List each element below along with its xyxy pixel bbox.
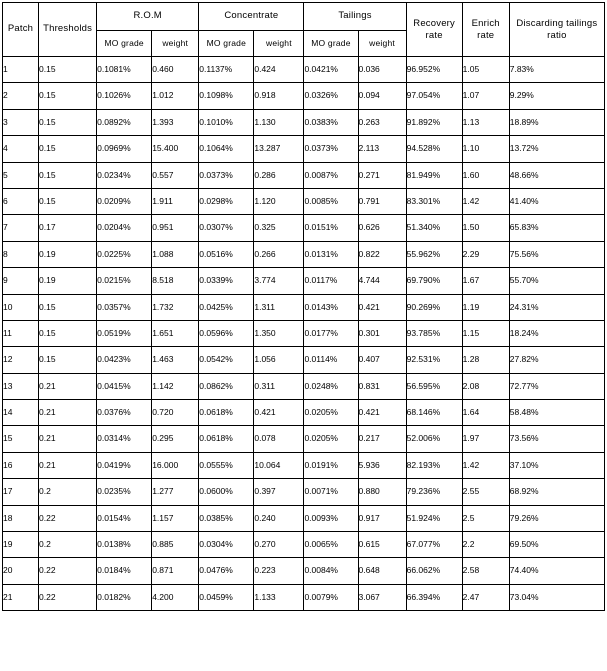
- cell-concentrate-weight: 1.130: [254, 109, 304, 135]
- cell-enrich-rate: 1.97: [462, 426, 509, 452]
- cell-rom-weight: 1.088: [152, 241, 199, 267]
- cell-rom-weight: 0.460: [152, 57, 199, 83]
- table-row: [3, 558, 605, 584]
- cell-discarding-tailings-ratio: 9.29%: [509, 83, 604, 109]
- cell-recovery-rate: 93.785%: [406, 320, 462, 346]
- table-row: [3, 188, 605, 214]
- cell-rom-weight: 0.295: [152, 426, 199, 452]
- cell-discarding-tailings-ratio: 7.83%: [509, 57, 604, 83]
- cell-thresholds: 0.15: [39, 347, 97, 373]
- cell-rom-weight: 0.557: [152, 162, 199, 188]
- cell-thresholds: 0.17: [39, 215, 97, 241]
- cell-rom-grade: 0.0225%: [97, 241, 152, 267]
- cell-recovery-rate: 67.077%: [406, 532, 462, 558]
- cell-concentrate-weight: 0.223: [254, 558, 304, 584]
- cell-concentrate-grade: 0.0862%: [199, 373, 254, 399]
- cell-concentrate-weight: 1.133: [254, 584, 304, 610]
- table-row: [3, 83, 605, 109]
- cell-enrich-rate: 1.60: [462, 162, 509, 188]
- cell-concentrate-weight: 1.350: [254, 320, 304, 346]
- cell-tailings-grade: 0.0079%: [304, 584, 358, 610]
- cell-discarding-tailings-ratio: 68.92%: [509, 479, 604, 505]
- cell-discarding-tailings-ratio: 58.48%: [509, 400, 604, 426]
- cell-recovery-rate: 91.892%: [406, 109, 462, 135]
- cell-thresholds: 0.15: [39, 294, 97, 320]
- cell-concentrate-grade: 0.0304%: [199, 532, 254, 558]
- cell-tailings-grade: 0.0383%: [304, 109, 358, 135]
- cell-tailings-weight: 5.936: [358, 452, 406, 478]
- table-row: [3, 426, 605, 452]
- cell-enrich-rate: 2.5: [462, 505, 509, 531]
- table-row: [3, 57, 605, 83]
- cell-concentrate-grade: 0.1010%: [199, 109, 254, 135]
- cell-tailings-grade: 0.0117%: [304, 268, 358, 294]
- cell-enrich-rate: 2.55: [462, 479, 509, 505]
- cell-rom-grade: 0.0138%: [97, 532, 152, 558]
- column-header-enrich-rate: Enrich rate: [462, 3, 509, 57]
- cell-patch: 5: [3, 162, 39, 188]
- cell-recovery-rate: 66.394%: [406, 584, 462, 610]
- cell-patch: 13: [3, 373, 39, 399]
- cell-concentrate-grade: 0.0555%: [199, 452, 254, 478]
- cell-patch: 4: [3, 136, 39, 162]
- cell-tailings-grade: 0.0071%: [304, 479, 358, 505]
- cell-rom-grade: 0.0892%: [97, 109, 152, 135]
- cell-tailings-grade: 0.0373%: [304, 136, 358, 162]
- cell-thresholds: 0.22: [39, 505, 97, 531]
- cell-concentrate-weight: 0.325: [254, 215, 304, 241]
- cell-rom-weight: 0.885: [152, 532, 199, 558]
- cell-recovery-rate: 66.062%: [406, 558, 462, 584]
- cell-concentrate-grade: 0.0339%: [199, 268, 254, 294]
- cell-concentrate-weight: 0.424: [254, 57, 304, 83]
- cell-patch: 12: [3, 347, 39, 373]
- cell-thresholds: 0.21: [39, 400, 97, 426]
- cell-discarding-tailings-ratio: 65.83%: [509, 215, 604, 241]
- cell-tailings-weight: 2.113: [358, 136, 406, 162]
- cell-discarding-tailings-ratio: 72.77%: [509, 373, 604, 399]
- cell-recovery-rate: 82.193%: [406, 452, 462, 478]
- cell-concentrate-weight: 1.311: [254, 294, 304, 320]
- cell-tailings-grade: 0.0085%: [304, 188, 358, 214]
- table-row: [3, 294, 605, 320]
- cell-patch: 1: [3, 57, 39, 83]
- cell-concentrate-weight: 0.311: [254, 373, 304, 399]
- cell-rom-weight: 1.157: [152, 505, 199, 531]
- cell-concentrate-grade: 0.0476%: [199, 558, 254, 584]
- column-header-patch: Patch: [3, 3, 39, 57]
- cell-enrich-rate: 2.47: [462, 584, 509, 610]
- cell-concentrate-weight: 0.240: [254, 505, 304, 531]
- table-row: [3, 215, 605, 241]
- cell-tailings-grade: 0.0065%: [304, 532, 358, 558]
- cell-recovery-rate: 83.301%: [406, 188, 462, 214]
- cell-rom-weight: 1.651: [152, 320, 199, 346]
- column-header-tailings-weight: weight: [358, 31, 406, 57]
- cell-concentrate-weight: 10.064: [254, 452, 304, 478]
- table-row: [3, 241, 605, 267]
- cell-rom-weight: 16.000: [152, 452, 199, 478]
- cell-concentrate-weight: 3.774: [254, 268, 304, 294]
- cell-discarding-tailings-ratio: 27.82%: [509, 347, 604, 373]
- cell-rom-grade: 0.0184%: [97, 558, 152, 584]
- cell-tailings-grade: 0.0421%: [304, 57, 358, 83]
- cell-tailings-weight: 0.094: [358, 83, 406, 109]
- cell-rom-weight: 0.951: [152, 215, 199, 241]
- cell-discarding-tailings-ratio: 37.10%: [509, 452, 604, 478]
- cell-discarding-tailings-ratio: 48.66%: [509, 162, 604, 188]
- cell-patch: 20: [3, 558, 39, 584]
- cell-rom-weight: 1.911: [152, 188, 199, 214]
- cell-rom-weight: 1.012: [152, 83, 199, 109]
- cell-concentrate-grade: 0.0516%: [199, 241, 254, 267]
- cell-tailings-grade: 0.0191%: [304, 452, 358, 478]
- column-group-header-tailings: Tailings: [304, 3, 406, 31]
- cell-rom-grade: 0.0423%: [97, 347, 152, 373]
- table-row: [3, 268, 605, 294]
- cell-concentrate-weight: 0.078: [254, 426, 304, 452]
- cell-tailings-weight: 0.421: [358, 294, 406, 320]
- cell-tailings-weight: 0.831: [358, 373, 406, 399]
- cell-tailings-grade: 0.0326%: [304, 83, 358, 109]
- cell-thresholds: 0.21: [39, 452, 97, 478]
- cell-patch: 2: [3, 83, 39, 109]
- cell-concentrate-grade: 0.0385%: [199, 505, 254, 531]
- cell-thresholds: 0.2: [39, 479, 97, 505]
- cell-thresholds: 0.21: [39, 373, 97, 399]
- cell-recovery-rate: 52.006%: [406, 426, 462, 452]
- cell-patch: 8: [3, 241, 39, 267]
- cell-discarding-tailings-ratio: 75.56%: [509, 241, 604, 267]
- cell-discarding-tailings-ratio: 18.89%: [509, 109, 604, 135]
- cell-tailings-weight: 0.217: [358, 426, 406, 452]
- cell-discarding-tailings-ratio: 13.72%: [509, 136, 604, 162]
- cell-thresholds: 0.15: [39, 57, 97, 83]
- cell-enrich-rate: 1.19: [462, 294, 509, 320]
- cell-tailings-grade: 0.0205%: [304, 426, 358, 452]
- cell-discarding-tailings-ratio: 73.04%: [509, 584, 604, 610]
- cell-concentrate-weight: 0.918: [254, 83, 304, 109]
- patch-results-table: [2, 2, 605, 611]
- cell-patch: 14: [3, 400, 39, 426]
- cell-patch: 6: [3, 188, 39, 214]
- cell-patch: 21: [3, 584, 39, 610]
- cell-discarding-tailings-ratio: 74.40%: [509, 558, 604, 584]
- cell-rom-weight: 0.720: [152, 400, 199, 426]
- cell-rom-grade: 0.0969%: [97, 136, 152, 162]
- cell-discarding-tailings-ratio: 79.26%: [509, 505, 604, 531]
- cell-enrich-rate: 1.50: [462, 215, 509, 241]
- table-row: [3, 320, 605, 346]
- cell-concentrate-grade: 0.0542%: [199, 347, 254, 373]
- cell-patch: 18: [3, 505, 39, 531]
- cell-tailings-grade: 0.0084%: [304, 558, 358, 584]
- cell-enrich-rate: 1.42: [462, 188, 509, 214]
- column-header-recovery-rate: Recovery rate: [406, 3, 462, 57]
- cell-concentrate-grade: 0.0307%: [199, 215, 254, 241]
- cell-tailings-weight: 0.421: [358, 400, 406, 426]
- cell-recovery-rate: 69.790%: [406, 268, 462, 294]
- cell-concentrate-grade: 0.1137%: [199, 57, 254, 83]
- cell-rom-grade: 0.0182%: [97, 584, 152, 610]
- cell-rom-grade: 0.1026%: [97, 83, 152, 109]
- cell-thresholds: 0.15: [39, 320, 97, 346]
- cell-discarding-tailings-ratio: 73.56%: [509, 426, 604, 452]
- cell-rom-grade: 0.1081%: [97, 57, 152, 83]
- cell-thresholds: 0.21: [39, 426, 97, 452]
- cell-tailings-weight: 0.271: [358, 162, 406, 188]
- cell-tailings-grade: 0.0114%: [304, 347, 358, 373]
- cell-tailings-weight: 0.648: [358, 558, 406, 584]
- cell-enrich-rate: 1.10: [462, 136, 509, 162]
- cell-patch: 3: [3, 109, 39, 135]
- cell-thresholds: 0.19: [39, 268, 97, 294]
- cell-tailings-weight: 0.407: [358, 347, 406, 373]
- cell-enrich-rate: 1.42: [462, 452, 509, 478]
- cell-tailings-weight: 0.036: [358, 57, 406, 83]
- column-header-concentrate-grade: MO grade: [199, 31, 254, 57]
- table-row: [3, 400, 605, 426]
- table-row: [3, 109, 605, 135]
- cell-concentrate-weight: 0.266: [254, 241, 304, 267]
- cell-concentrate-weight: 0.270: [254, 532, 304, 558]
- cell-tailings-grade: 0.0093%: [304, 505, 358, 531]
- cell-concentrate-weight: 0.286: [254, 162, 304, 188]
- cell-recovery-rate: 92.531%: [406, 347, 462, 373]
- cell-concentrate-grade: 0.1064%: [199, 136, 254, 162]
- cell-tailings-grade: 0.0151%: [304, 215, 358, 241]
- cell-tailings-weight: 0.880: [358, 479, 406, 505]
- cell-concentrate-weight: 13.287: [254, 136, 304, 162]
- cell-discarding-tailings-ratio: 41.40%: [509, 188, 604, 214]
- cell-recovery-rate: 94.528%: [406, 136, 462, 162]
- column-header-discarding-tailings-ratio: Discarding tailings ratio: [509, 3, 604, 57]
- cell-concentrate-weight: 0.421: [254, 400, 304, 426]
- cell-tailings-weight: 0.791: [358, 188, 406, 214]
- cell-rom-grade: 0.0357%: [97, 294, 152, 320]
- cell-patch: 19: [3, 532, 39, 558]
- header-row-groups: [3, 3, 605, 31]
- cell-tailings-weight: 3.067: [358, 584, 406, 610]
- cell-rom-weight: 1.732: [152, 294, 199, 320]
- table-row: [3, 532, 605, 558]
- cell-enrich-rate: 1.13: [462, 109, 509, 135]
- cell-enrich-rate: 2.58: [462, 558, 509, 584]
- cell-recovery-rate: 51.924%: [406, 505, 462, 531]
- table-row: [3, 373, 605, 399]
- cell-concentrate-grade: 0.0298%: [199, 188, 254, 214]
- cell-thresholds: 0.15: [39, 162, 97, 188]
- table-row: [3, 479, 605, 505]
- cell-patch: 11: [3, 320, 39, 346]
- cell-tailings-weight: 0.917: [358, 505, 406, 531]
- cell-tailings-grade: 0.0205%: [304, 400, 358, 426]
- cell-concentrate-grade: 0.0425%: [199, 294, 254, 320]
- cell-patch: 15: [3, 426, 39, 452]
- column-group-header-concentrate: Concentrate: [199, 3, 304, 31]
- cell-enrich-rate: 2.08: [462, 373, 509, 399]
- cell-patch: 16: [3, 452, 39, 478]
- cell-rom-grade: 0.0519%: [97, 320, 152, 346]
- cell-rom-grade: 0.0419%: [97, 452, 152, 478]
- cell-rom-weight: 15.400: [152, 136, 199, 162]
- cell-tailings-grade: 0.0087%: [304, 162, 358, 188]
- cell-rom-weight: 1.393: [152, 109, 199, 135]
- cell-rom-weight: 0.871: [152, 558, 199, 584]
- cell-tailings-weight: 0.626: [358, 215, 406, 241]
- cell-thresholds: 0.22: [39, 558, 97, 584]
- table-row: [3, 347, 605, 373]
- cell-rom-grade: 0.0376%: [97, 400, 152, 426]
- cell-recovery-rate: 97.054%: [406, 83, 462, 109]
- column-group-header-rom: R.O.M: [97, 3, 199, 31]
- cell-concentrate-weight: 0.397: [254, 479, 304, 505]
- cell-tailings-weight: 0.822: [358, 241, 406, 267]
- cell-enrich-rate: 1.07: [462, 83, 509, 109]
- cell-tailings-grade: 0.0143%: [304, 294, 358, 320]
- cell-tailings-weight: 0.263: [358, 109, 406, 135]
- cell-recovery-rate: 90.269%: [406, 294, 462, 320]
- cell-concentrate-weight: 1.056: [254, 347, 304, 373]
- cell-recovery-rate: 68.146%: [406, 400, 462, 426]
- cell-discarding-tailings-ratio: 24.31%: [509, 294, 604, 320]
- cell-concentrate-grade: 0.0373%: [199, 162, 254, 188]
- cell-discarding-tailings-ratio: 18.24%: [509, 320, 604, 346]
- column-header-concentrate-weight: weight: [254, 31, 304, 57]
- cell-rom-weight: 1.463: [152, 347, 199, 373]
- cell-recovery-rate: 96.952%: [406, 57, 462, 83]
- cell-enrich-rate: 1.28: [462, 347, 509, 373]
- cell-rom-grade: 0.0415%: [97, 373, 152, 399]
- cell-tailings-grade: 0.0131%: [304, 241, 358, 267]
- results-table-sheet: [0, 2, 607, 671]
- cell-concentrate-weight: 1.120: [254, 188, 304, 214]
- column-header-rom-grade: MO grade: [97, 31, 152, 57]
- table-header: [3, 3, 605, 57]
- cell-recovery-rate: 55.962%: [406, 241, 462, 267]
- cell-thresholds: 0.2: [39, 532, 97, 558]
- cell-discarding-tailings-ratio: 55.70%: [509, 268, 604, 294]
- cell-concentrate-grade: 0.0596%: [199, 320, 254, 346]
- cell-rom-weight: 8.518: [152, 268, 199, 294]
- cell-enrich-rate: 1.05: [462, 57, 509, 83]
- cell-enrich-rate: 2.29: [462, 241, 509, 267]
- cell-patch: 17: [3, 479, 39, 505]
- cell-enrich-rate: 1.67: [462, 268, 509, 294]
- table-row: [3, 136, 605, 162]
- cell-concentrate-grade: 0.0600%: [199, 479, 254, 505]
- cell-recovery-rate: 81.949%: [406, 162, 462, 188]
- cell-enrich-rate: 1.15: [462, 320, 509, 346]
- cell-rom-grade: 0.0314%: [97, 426, 152, 452]
- cell-tailings-weight: 0.301: [358, 320, 406, 346]
- cell-rom-grade: 0.0215%: [97, 268, 152, 294]
- cell-tailings-grade: 0.0248%: [304, 373, 358, 399]
- column-header-tailings-grade: MO grade: [304, 31, 358, 57]
- cell-rom-grade: 0.0234%: [97, 162, 152, 188]
- cell-recovery-rate: 79.236%: [406, 479, 462, 505]
- cell-rom-weight: 1.277: [152, 479, 199, 505]
- column-header-thresholds: Thresholds: [39, 3, 97, 57]
- cell-rom-grade: 0.0154%: [97, 505, 152, 531]
- cell-concentrate-grade: 0.0618%: [199, 400, 254, 426]
- table-row: [3, 452, 605, 478]
- table-row: [3, 584, 605, 610]
- table-row: [3, 505, 605, 531]
- cell-rom-weight: 4.200: [152, 584, 199, 610]
- cell-tailings-weight: 0.615: [358, 532, 406, 558]
- cell-patch: 9: [3, 268, 39, 294]
- cell-thresholds: 0.22: [39, 584, 97, 610]
- table-body: [3, 57, 605, 611]
- cell-discarding-tailings-ratio: 69.50%: [509, 532, 604, 558]
- cell-patch: 10: [3, 294, 39, 320]
- cell-thresholds: 0.15: [39, 83, 97, 109]
- cell-concentrate-grade: 0.0459%: [199, 584, 254, 610]
- cell-enrich-rate: 2.2: [462, 532, 509, 558]
- cell-recovery-rate: 56.595%: [406, 373, 462, 399]
- cell-thresholds: 0.15: [39, 188, 97, 214]
- cell-thresholds: 0.15: [39, 136, 97, 162]
- cell-concentrate-grade: 0.1098%: [199, 83, 254, 109]
- cell-enrich-rate: 1.64: [462, 400, 509, 426]
- column-header-rom-weight: weight: [152, 31, 199, 57]
- cell-thresholds: 0.15: [39, 109, 97, 135]
- cell-rom-grade: 0.0209%: [97, 188, 152, 214]
- cell-tailings-grade: 0.0177%: [304, 320, 358, 346]
- cell-concentrate-grade: 0.0618%: [199, 426, 254, 452]
- cell-recovery-rate: 51.340%: [406, 215, 462, 241]
- cell-thresholds: 0.19: [39, 241, 97, 267]
- cell-rom-weight: 1.142: [152, 373, 199, 399]
- cell-rom-grade: 0.0235%: [97, 479, 152, 505]
- cell-tailings-weight: 4.744: [358, 268, 406, 294]
- cell-patch: 7: [3, 215, 39, 241]
- table-row: [3, 162, 605, 188]
- cell-rom-grade: 0.0204%: [97, 215, 152, 241]
